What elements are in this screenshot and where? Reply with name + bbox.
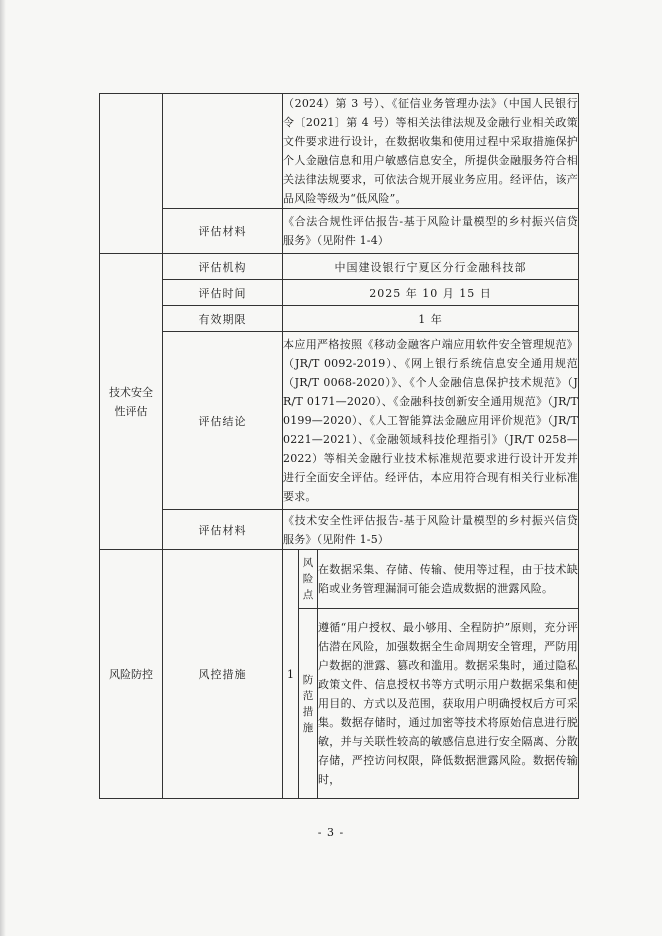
risk-measure-char-3: 措 [302, 705, 314, 718]
legal-conclusion-row [100, 94, 579, 209]
tech-date-label: 评估时间 [163, 280, 283, 306]
tech-org-label: 评估机构 [163, 254, 283, 280]
legal-material-label: 评估材料 [163, 209, 283, 254]
tech-validity-label: 有效期限 [163, 306, 283, 332]
risk-measure-vertical-label [299, 609, 318, 799]
tech-row-material [100, 510, 579, 550]
tech-date-value: 2025 年 10 月 15 日 [283, 280, 579, 306]
legal-category-cell [100, 94, 163, 254]
risk-category-cell: 风险防控 [100, 550, 163, 799]
tech-row-validity [100, 306, 579, 332]
risk-index: 1 [283, 550, 299, 799]
page-edge-shadow [0, 0, 6, 936]
risk-measure-char-2: 范 [302, 689, 314, 702]
tech-row-date [100, 280, 579, 306]
assessment-table [99, 93, 579, 799]
tech-category-cell [100, 254, 163, 550]
tech-material-label: 评估材料 [163, 510, 283, 550]
tech-row-org [100, 254, 579, 280]
risk-measure-label: 风控措施 [163, 550, 283, 799]
legal-conclusion-text: （2024）第 3 号）、《征信业务管理办法》（中国人民银行令〔2021〕第 4 号）等相关法律法规及金融行业相关政策文件要求进行设计，在数据收集和使用过程中采取措施保护个人金融信息和用户敏感信息安全，所提供金融服务符合相关法律法规要求，可依法合规开展业务应用。经评估，该产品风险等级为“低风险”。 [283, 94, 579, 209]
tech-category-line-1: 技术安全 [109, 385, 153, 399]
risk-point-char-3: 点 [302, 589, 314, 601]
tech-validity-value: 1 年 [283, 306, 579, 332]
tech-org-value: 中国建设银行宁夏区分行金融科技部 [283, 254, 579, 280]
risk-point-char-1: 风 [302, 557, 314, 569]
risk-point-char-2: 险 [302, 573, 314, 585]
risk-point-row [100, 550, 579, 609]
legal-material-text: 《合法合规性评估报告-基于风险计量模型的乡村振兴信贷服务》（见附件 1-4） [283, 209, 579, 254]
risk-point-text: 在数据采集、存储、传输、使用等过程，由于技术缺陷或业务管理漏洞可能会造成数据的泄露风险。 [318, 550, 579, 609]
tech-conclusion-text: 本应用严格按照《移动金融客户端应用软件安全管理规范》（JR/T 0092-2019）、《网上银行系统信息安全通用规范（JR/T 0068-2020）》、《个人金融信息保护技术规范》（JR/T 0171—2020）、《金融科技创新安全通用规范》（JR/T 0199—2020）、《人工智能算法金融应用评价规范》（JR/T 0221—2021）、《金融领域科技伦理指引》（JR/T 0258—2022）等相关金融行业技术标准规范要求进行设计开发并进行全面安全评估。经评估，本应用符合现有相关行业标准要求。 [283, 332, 579, 510]
page-number: - 3 - [317, 826, 345, 839]
legal-conclusion-label-cell [163, 94, 283, 209]
tech-category-line-2: 性评估 [114, 404, 148, 418]
risk-point-label [299, 550, 318, 609]
risk-measure-char-4: 施 [302, 721, 314, 734]
risk-measure-text: 遵循“用户授权、最小够用、全程防护”原则，充分评估潜在风险，加强数据全生命周期安全管理，严防用户数据的泄露、篡改和滥用。数据采集时，通过隐私政策文件、信息授权书等方式明示用户数据采集和使用目的、方式以及范围，获取用户明确授权后方可采集。数据存储时，通过加密等技术将原始信息进行脱敏，并与关联性较高的敏感信息进行安全隔离、分散存储，严控访问权限，降低数据泄露风险。数据传输时， [318, 609, 579, 799]
risk-measure-char-1: 防 [302, 673, 314, 686]
tech-row-conclusion [100, 332, 579, 510]
legal-material-row [100, 209, 579, 254]
tech-material-text: 《技术安全性评估报告-基于风险计量模型的乡村振兴信贷服务》（见附件 1-5） [283, 510, 579, 550]
tech-conclusion-label: 评估结论 [163, 332, 283, 510]
